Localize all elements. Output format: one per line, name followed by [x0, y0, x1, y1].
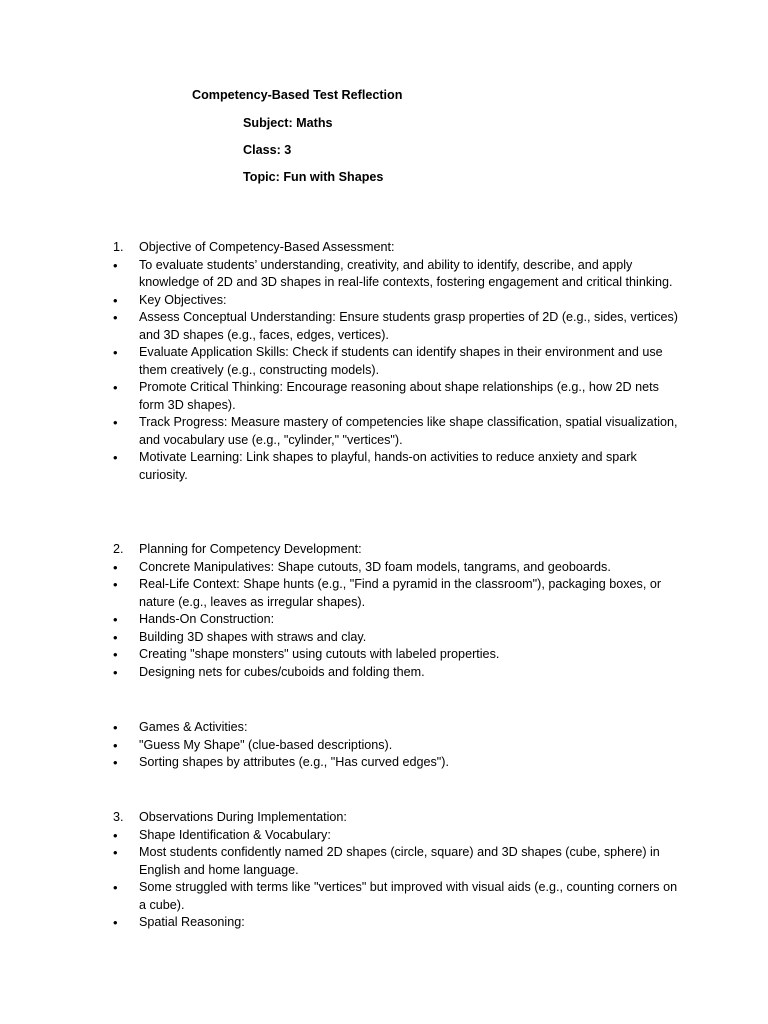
- heading-text: Planning for Competency Development:: [139, 542, 362, 556]
- list-item: [0, 576, 679, 611]
- bullet: •: [113, 664, 118, 680]
- bullet: •: [113, 415, 118, 430]
- section-heading: [0, 239, 679, 257]
- bullet: •: [113, 559, 118, 575]
- bullet: •: [113, 577, 118, 592]
- list-item-text: Designing nets for cubes/cuboids and folding them.: [139, 664, 425, 679]
- section-observations: [0, 809, 768, 932]
- list-item-text: Evaluate Application Skills: Check if students can identify shapes in their environment and use them creatively (e.g., constructing models).: [139, 345, 663, 377]
- list-item-text: Assess Conceptual Understanding: Ensure students grasp properties of 2D (e.g., sides, vertices) and 3D shapes (e.g., faces, edges, vertices).: [139, 310, 679, 342]
- heading-text: Objective of Competency-Based Assessment:: [139, 240, 395, 254]
- bullet: •: [113, 915, 118, 930]
- list-item-text: Promote Critical Thinking: Encourage reasoning about shape relationships (e.g., how 2D nets form 3D shapes).: [139, 380, 659, 412]
- list-item: [0, 257, 679, 292]
- list-item-text: Building 3D shapes with straws and clay.: [139, 629, 367, 644]
- document-title: Competency-Based Test Reflection: [192, 88, 403, 102]
- list-item: [0, 309, 679, 344]
- list-item-text: To evaluate students’ understanding, creativity, and ability to identify, describe, and apply knowledge of 2D and 3D shapes in real-life contexts, fostering engagement and critical thinking.: [139, 257, 673, 289]
- section-heading: [0, 541, 679, 559]
- bullet: •: [113, 345, 118, 360]
- list-item-text: Track Progress: Measure mastery of competencies like shape classification, spatial visualization, and vocabulary use (e.g., "cylinder," "vertices").: [139, 415, 678, 447]
- list-item-text: Motivate Learning: Link shapes to playful, hands-on activities to reduce anxiety and spark curiosity.: [139, 450, 637, 482]
- list-number: 3.: [113, 810, 124, 824]
- list-item: [0, 449, 679, 484]
- section-planning: [0, 541, 768, 681]
- bullet: •: [113, 647, 118, 662]
- list-item-text: Key Objectives:: [139, 292, 227, 307]
- list-item: [0, 344, 679, 379]
- list-item: [0, 879, 679, 914]
- subject-line: Subject: Maths: [243, 116, 333, 130]
- bullet: •: [113, 827, 118, 843]
- list-item-text: "Guess My Shape" (clue-based descriptions).: [139, 737, 393, 752]
- list-item-text: Shape Identification & Vocabulary:: [139, 827, 331, 842]
- list-item: [0, 559, 679, 577]
- bullet: •: [113, 292, 118, 308]
- list-item: [0, 379, 679, 414]
- bullet: •: [113, 845, 118, 860]
- topic-line: Topic: Fun with Shapes: [243, 170, 384, 184]
- list-item-text: Sorting shapes by attributes (e.g., "Has curved edges").: [139, 755, 449, 769]
- list-item-text: Hands-On Construction:: [139, 612, 275, 626]
- list-item-text: Creating "shape monsters" using cutouts with labeled properties.: [139, 647, 500, 661]
- list-item: [0, 646, 679, 664]
- section-games: [0, 719, 768, 772]
- section-heading: [0, 809, 679, 827]
- list-number: 2.: [113, 542, 124, 556]
- list-item-text: Real-Life Context: Shape hunts (e.g., "Find a pyramid in the classroom"), packaging boxes, or nature (e.g., leaves as irregular shapes).: [139, 577, 662, 609]
- list-item: [0, 664, 679, 682]
- list-item: [0, 844, 679, 879]
- list-item: [0, 754, 679, 772]
- list-item-text: Concrete Manipulatives: Shape cutouts, 3D foam models, tangrams, and geoboards.: [139, 559, 611, 574]
- bullet: •: [113, 720, 118, 735]
- list-number: 1.: [113, 240, 124, 254]
- list-item-text: Some struggled with terms like "vertices" but improved with visual aids (e.g., counting corners on a cube).: [139, 880, 678, 912]
- list-item: [0, 737, 679, 755]
- bullet: •: [113, 310, 118, 325]
- list-item: [0, 629, 679, 647]
- bullet: •: [113, 880, 118, 895]
- bullet: •: [113, 629, 118, 645]
- bullet: •: [113, 257, 118, 273]
- list-item: [0, 292, 679, 310]
- section-objective: [0, 239, 768, 484]
- heading-text: Observations During Implementation:: [139, 810, 347, 824]
- class-line: Class: 3: [243, 143, 292, 157]
- list-item-text: Most students confidently named 2D shapes (circle, square) and 3D shapes (cube, sphere) in English and home language.: [139, 845, 660, 877]
- list-item: [0, 827, 679, 845]
- list-item-text: Games & Activities:: [139, 720, 248, 734]
- list-item: [0, 414, 679, 449]
- bullet: •: [113, 737, 118, 753]
- list-item-text: Spatial Reasoning:: [139, 915, 245, 929]
- bullet: •: [113, 612, 118, 627]
- bullet: •: [113, 755, 118, 770]
- list-item: [0, 611, 679, 629]
- list-item: [0, 914, 679, 932]
- list-item: [0, 719, 679, 737]
- bullet: •: [113, 450, 118, 465]
- bullet: •: [113, 380, 118, 395]
